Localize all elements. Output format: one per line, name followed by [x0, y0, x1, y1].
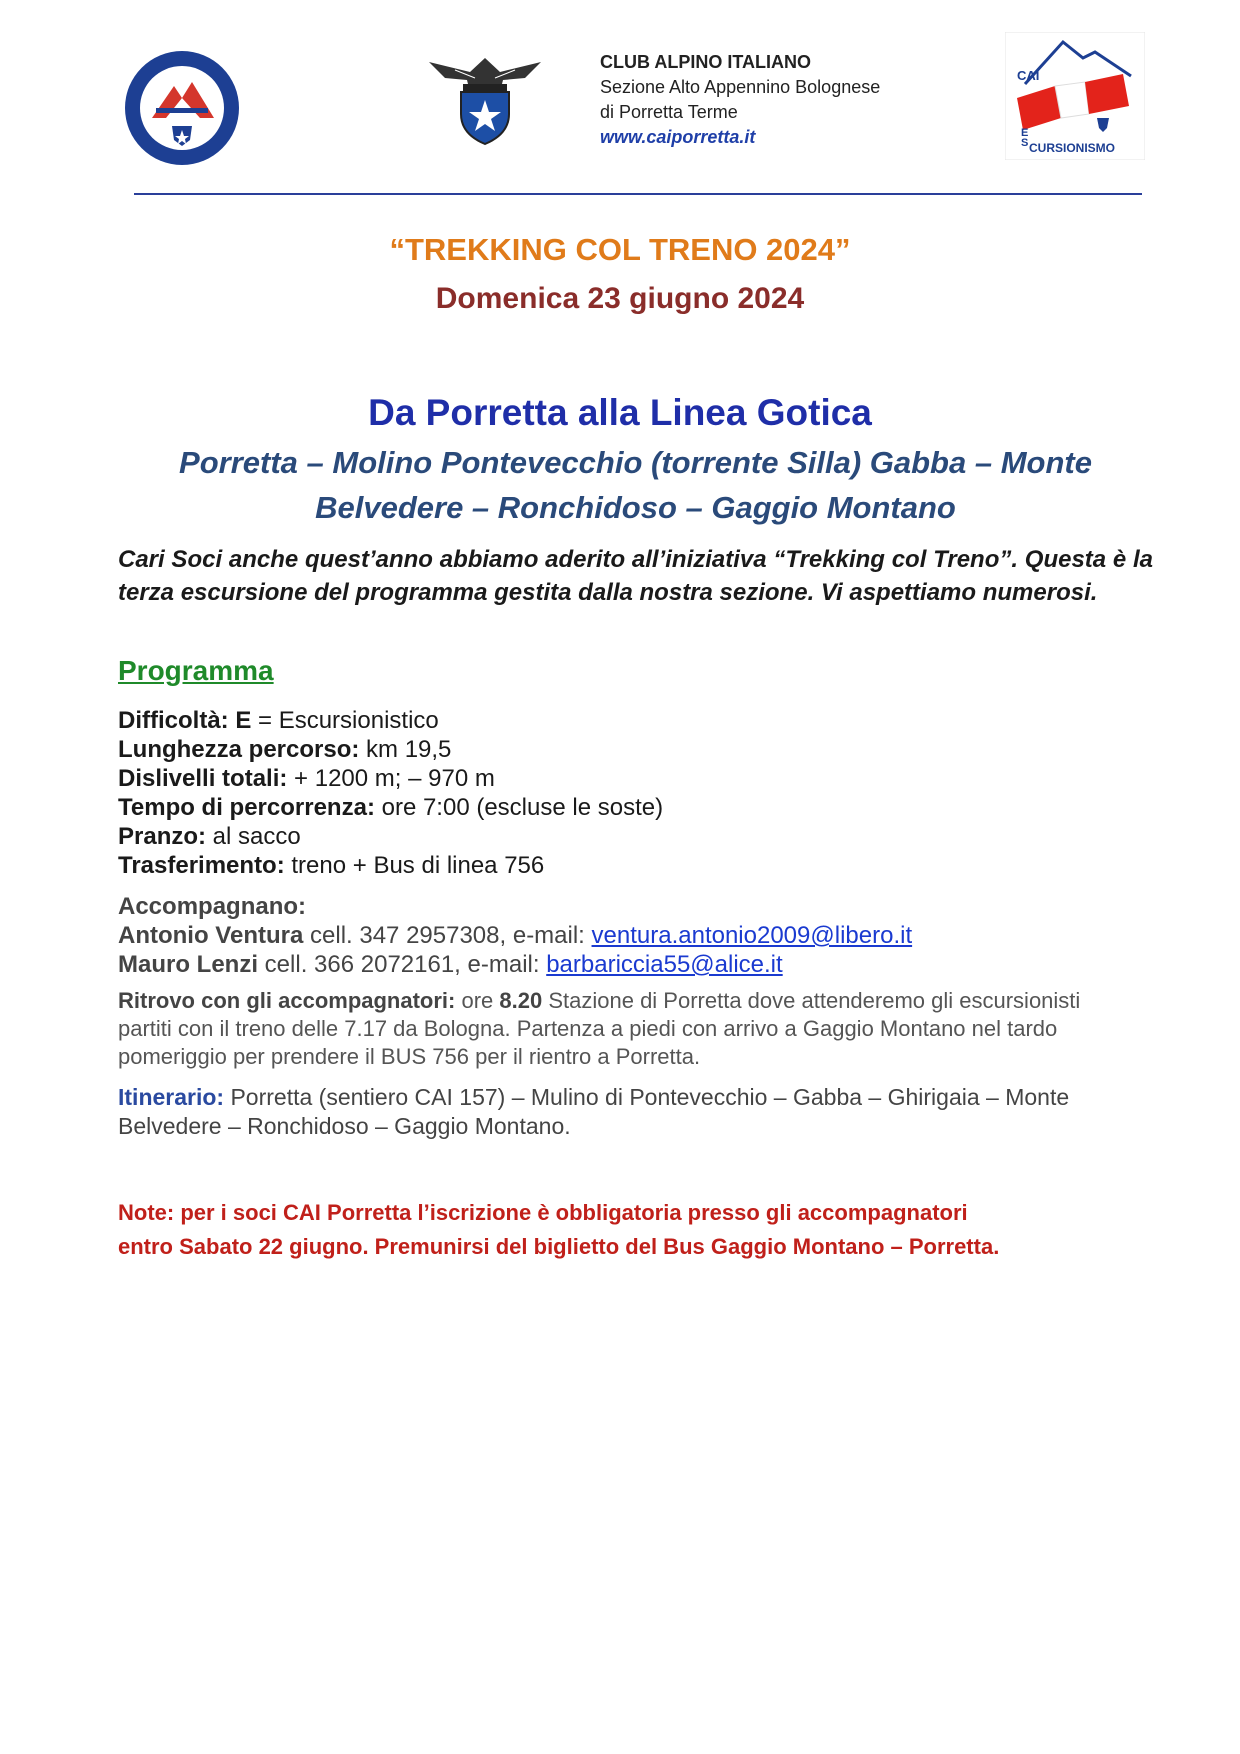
detail-row [118, 793, 663, 822]
club-alpino-round-logo [122, 48, 242, 168]
header-text-block [600, 50, 960, 150]
detail-label: Tempo di percorrenza: [118, 794, 375, 821]
note-line-1: Note: per i soci CAI Porretta l’iscrizione è obbligatoria presso gli accompagnatori [118, 1200, 968, 1225]
guide-name: Antonio Ventura [118, 922, 304, 949]
note-paragraph [118, 1196, 1153, 1264]
guides-label: Accompagnano: [118, 893, 307, 920]
detail-label: Pranzo: [118, 823, 207, 850]
detail-value: al sacco [206, 823, 301, 850]
detail-row [118, 822, 663, 851]
org-name: CLUB ALPINO ITALIANO [600, 52, 811, 72]
guide-email-link[interactable]: ventura.antonio2009@libero.it [591, 922, 913, 949]
meeting-text: Stazione di Porretta dove attenderemo gli escursionisti partiti con il treno delle 7.17 da Bologna. Partenza a piedi con arrivo a Gaggio Montano nel tardo pomeriggio per prendere il BUS 756 per il rientro a Porretta. [118, 988, 1081, 1069]
event-subtitle: “TREKKING COL TRENO 2024” [389, 232, 851, 267]
intro-paragraph: Cari Soci anche quest’anno abbiamo aderito all’iniziativa “Trekking col Treno”. Questa è la terza escursione del programma gestita dalla nostra sezione. Vi aspettiamo numerosi. [118, 546, 1153, 606]
route-line-2: Belvedere – Ronchidoso – Gaggio Montano [315, 490, 956, 525]
cai-eagle-emblem [425, 48, 545, 146]
event-date: Domenica 23 giugno 2024 [435, 282, 805, 315]
detail-value: + 1200 m; – 970 m [287, 765, 495, 792]
detail-row [118, 706, 663, 735]
guide-email-link[interactable]: barbariccia55@alice.it [546, 951, 783, 978]
svg-text:CAI: CAI [1017, 68, 1040, 83]
meeting-pre: ore [455, 988, 500, 1013]
guide-contact: cell. 366 2072161, e-mail: [258, 951, 547, 978]
itinerary-text: Porretta (sentiero CAI 157) – Mulino di Pontevecchio – Gabba – Ghirigaia – Monte Belvedere – Ronchidoso – Gaggio Montano. [118, 1084, 1070, 1139]
guides-block [118, 892, 912, 979]
note-line-2: entro Sabato 22 giugno. Premunirsi del biglietto del Bus Gaggio Montano – Porretta. [118, 1234, 1000, 1259]
detail-row [118, 735, 663, 764]
svg-text:E: E [1021, 127, 1029, 139]
guide-name: Mauro Lenzi [118, 951, 259, 978]
detail-label: Difficoltà: E [118, 707, 252, 734]
meeting-time: 8.20 [499, 988, 543, 1013]
page-title: Da Porretta alla Linea Gotica [368, 392, 872, 433]
detail-value: = Escursionistico [251, 707, 439, 734]
meeting-label: Ritrovo con gli accompagnatori: [118, 988, 456, 1013]
programma-details [118, 706, 663, 880]
detail-row [118, 764, 663, 793]
website-link[interactable]: www.caiporretta.it [600, 127, 756, 147]
svg-text:S: S [1021, 137, 1029, 149]
meeting-paragraph [118, 987, 1128, 1071]
section-name: Sezione Alto Appennino Bolognese [600, 77, 881, 97]
detail-value: ore 7:00 (escluse le soste) [374, 794, 664, 821]
svg-text:CURSIONISMO: CURSIONISMO [1029, 141, 1116, 155]
detail-label: Lunghezza percorso: [118, 736, 360, 763]
cai-escursionismo-logo [1005, 32, 1145, 160]
guide-row [118, 921, 912, 950]
detail-label: Dislivelli totali: [118, 765, 288, 792]
guide-contact: cell. 347 2957308, e-mail: [303, 922, 592, 949]
itinerary-label: Itinerario: [118, 1084, 225, 1110]
detail-label: Trasferimento: [118, 852, 285, 879]
header-divider [134, 193, 1142, 195]
programma-heading: Programma [118, 655, 274, 686]
guide-row [118, 950, 912, 979]
town-name: di Porretta Terme [600, 102, 738, 122]
detail-value: km 19,5 [359, 736, 452, 763]
detail-value: treno + Bus di linea 756 [284, 852, 545, 879]
detail-row [118, 851, 663, 880]
route-summary [118, 440, 1153, 530]
route-line-1: Porretta – Molino Pontevecchio (torrente Silla) Gabba – Monte [179, 445, 1092, 480]
itinerary-paragraph [118, 1083, 1128, 1141]
